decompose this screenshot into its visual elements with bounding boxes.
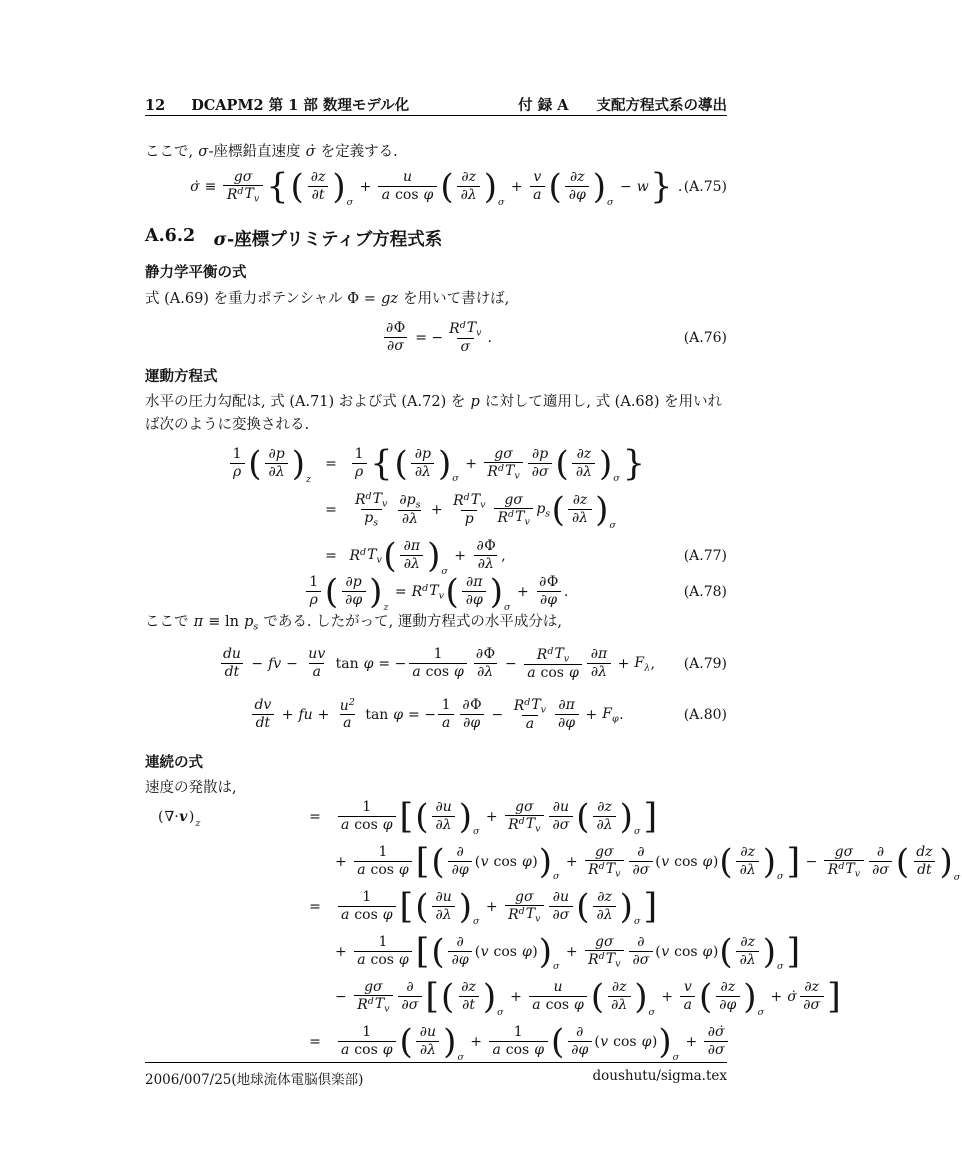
equation-row: ( ∇· v ) z = 1 a cos φ [ ( $\frac{\partial u}{\partial\lambda}$ ) σ + gσ $R^d$ $T_v$ $\frac{\partial u}{\partial\sigma}$ ( $\frac{\partial z}{\partial\lambda}$ ) σ ] bbox=[158, 796, 658, 838]
footer-filename: doushutu/sigma.tex bbox=[592, 1068, 727, 1084]
paragraph-divergence: 速度の発散は, bbox=[145, 780, 237, 796]
equation-row: + 1 a cos φ [ ( $\frac{\partial}{\partial\varphi}$ ( v cos φ ) ) σ + gσ $R^d$ $T_v$ $\frac{\partial}{\partial\sigma}$ ( v cos φ ) ( $\frac{\partial z}{\partial\lambda}$ ) σ ] bbox=[335, 931, 801, 973]
header-rule bbox=[145, 115, 727, 116]
paragraph-hydrostatic: 式 (A.69) を重力ポテンシャル Φ = gz を用いて書けば, bbox=[145, 291, 510, 307]
equation-a78: $\frac{1}{\rho}$ ( $\frac{\partial p}{\partial\varphi}$ ) z = $R^d$ $T_v$ ( $\frac{\partial\pi}{\partial\varphi}$ ) σ + ∂ Φ ∂φ . (A.78) bbox=[145, 568, 727, 616]
page-footer bbox=[145, 1068, 727, 1088]
subheading-motion: 運動方程式 bbox=[145, 368, 218, 385]
section-heading-a62 bbox=[145, 226, 727, 251]
header-left-title: DCAPM2 第 1 部 数理モデル化 bbox=[191, 97, 410, 114]
equation-number: (A.78) bbox=[683, 584, 727, 600]
section-title: σ-座標プリミティブ方程式系 bbox=[213, 230, 443, 250]
equation-row: − gσ $R^d$ $T_v$ $\frac{\partial}{\partial\sigma}$ [ ( $\frac{\partial z}{\partial t}$ ) σ + u a cos φ ( $\frac{\partial z}{\partial\lambda}$ ) σ + $\frac{v}{a}$ ( $\frac{\partial z}{\partial\varphi}$ ) σ + σ̇ $\frac{\partial z}{\partial\sigma}$ ] bbox=[335, 976, 841, 1018]
equation-row: = $R^d$ $T_v$ ( $\frac{\partial\pi}{\partial\lambda}$ ) σ + ∂ Φ ∂λ , (A.77) bbox=[325, 536, 727, 577]
subheading-continuity: 連続の式 bbox=[145, 754, 203, 771]
header-right-title: 支配方程式系の導出 bbox=[596, 97, 727, 114]
equation-row: $\frac{1}{\rho}$ ( $\frac{\partial p}{\partial\lambda}$ ) z = $\frac{1}{\rho}$ { ( $\frac{\partial p}{\partial\lambda}$ ) σ + gσ $R^d$ $T_v$ $\frac{\partial p}{\partial\sigma}$ ( $\frac{\partial z}{\partial\lambda}$ ) σ } bbox=[145, 446, 727, 482]
equation-number: (A.79) bbox=[683, 656, 727, 672]
equation-a80: $\frac{dv}{dt}$ + fu + $\frac{u^2}{a}$ tan φ = − $\frac{1}{a}$ ∂ Φ ∂φ − $R^d$ $T_v$ a $\frac{\partial\pi}{\partial\varphi}$ + $F_\varphi$ . (A.80) bbox=[145, 691, 727, 739]
equation-number: (A.75) bbox=[683, 179, 727, 195]
equation-number: (A.76) bbox=[683, 330, 727, 346]
subheading-hydrostatic: 静力学平衡の式 bbox=[145, 264, 247, 281]
equation-number: (A.77) bbox=[683, 548, 727, 564]
paragraph-pi-definition: ここで $\pi \equiv \ln p_s$ である. したがって, 運動方程式の水平成分は, bbox=[145, 614, 562, 633]
equation-row: = 1 a cos φ ( $\frac{\partial u}{\partial\lambda}$ ) σ + 1 a cos φ ( $\frac{\partial}{\partial\varphi}$ ( v cos φ ) ) σ + $\frac{\partial\sigmȧ}{\partial\sigma}$ bbox=[145, 1024, 727, 1060]
equation-divergence-block bbox=[145, 796, 961, 1063]
paragraph-pressure-gradient: 水平の圧力勾配は, 式 (A.71) および式 (A.72) を p に対して適用し, 式 (A.68) を用いれば次のように変換される. bbox=[145, 394, 723, 434]
footer-rule bbox=[145, 1062, 727, 1063]
equation-number: (A.80) bbox=[683, 707, 727, 723]
equation-a77 bbox=[145, 443, 727, 577]
equation-a79: $\frac{du}{dt}$ − fv − $\frac{uv}{a}$ tan φ = − 1 a cos φ ∂ Φ ∂λ − $R^d$ $T_v$ a cos φ $\frac{\partial\pi}{\partial\lambda}$ + $F_\lambda$ , (A.79) bbox=[222, 645, 727, 681]
equation-a76: ∂ Φ ∂σ = − $R^d$ $T_v$ σ . (A.76) bbox=[145, 313, 727, 363]
equation-a75: σ̇ ≡ gσ $R^d$ $T_v$ { ( $\frac{\partial z}{\partial t}$ ) σ + u a cos φ ( $\frac{\partial z}{\partial\lambda}$ ) σ + $\frac{v}{a}$ ( $\frac{\partial z}{\partial\varphi}$ ) σ − w } . (A.75) bbox=[190, 166, 727, 208]
equation-row: = $R^d$ $T_v$ $p_s$ $\frac{\partial p_s}{\partial\lambda}$ + $R^d$ $T_v$ p gσ $R^d$ $T_v$ $p_s$ ( $\frac{\partial z}{\partial\lambda}$ ) σ bbox=[325, 490, 616, 531]
equation-row: = 1 a cos φ [ ( $\frac{\partial u}{\partial\lambda}$ ) σ + gσ $R^d$ $T_v$ $\frac{\partial u}{\partial\sigma}$ ( $\frac{\partial z}{\partial\lambda}$ ) σ ] bbox=[309, 886, 658, 928]
header-appendix-label: 付 録 A bbox=[518, 97, 569, 114]
page-header bbox=[145, 94, 727, 115]
equation-row: + 1 a cos φ [ ( $\frac{\partial}{\partial\varphi}$ ( v cos φ ) ) σ + gσ $R^d$ $T_v$ $\frac{\partial}{\partial\sigma}$ ( v cos φ ) ( $\frac{\partial z}{\partial\lambda}$ ) σ ] − gσ $R^d$ $T_v$ $\frac{\partial}{\partial\sigma}$ ( $\frac{dz}{dt}$ ) σ bbox=[335, 841, 961, 883]
section-number: A.6.2 bbox=[145, 226, 196, 246]
footer-date: 2006/007/25(地球流体電脳倶楽部) bbox=[145, 1072, 364, 1088]
paragraph-sigma-definition: ここで, σ-座標鉛直速度 σ̇ を定義する. bbox=[145, 144, 398, 160]
page-number: 12 bbox=[145, 97, 166, 114]
